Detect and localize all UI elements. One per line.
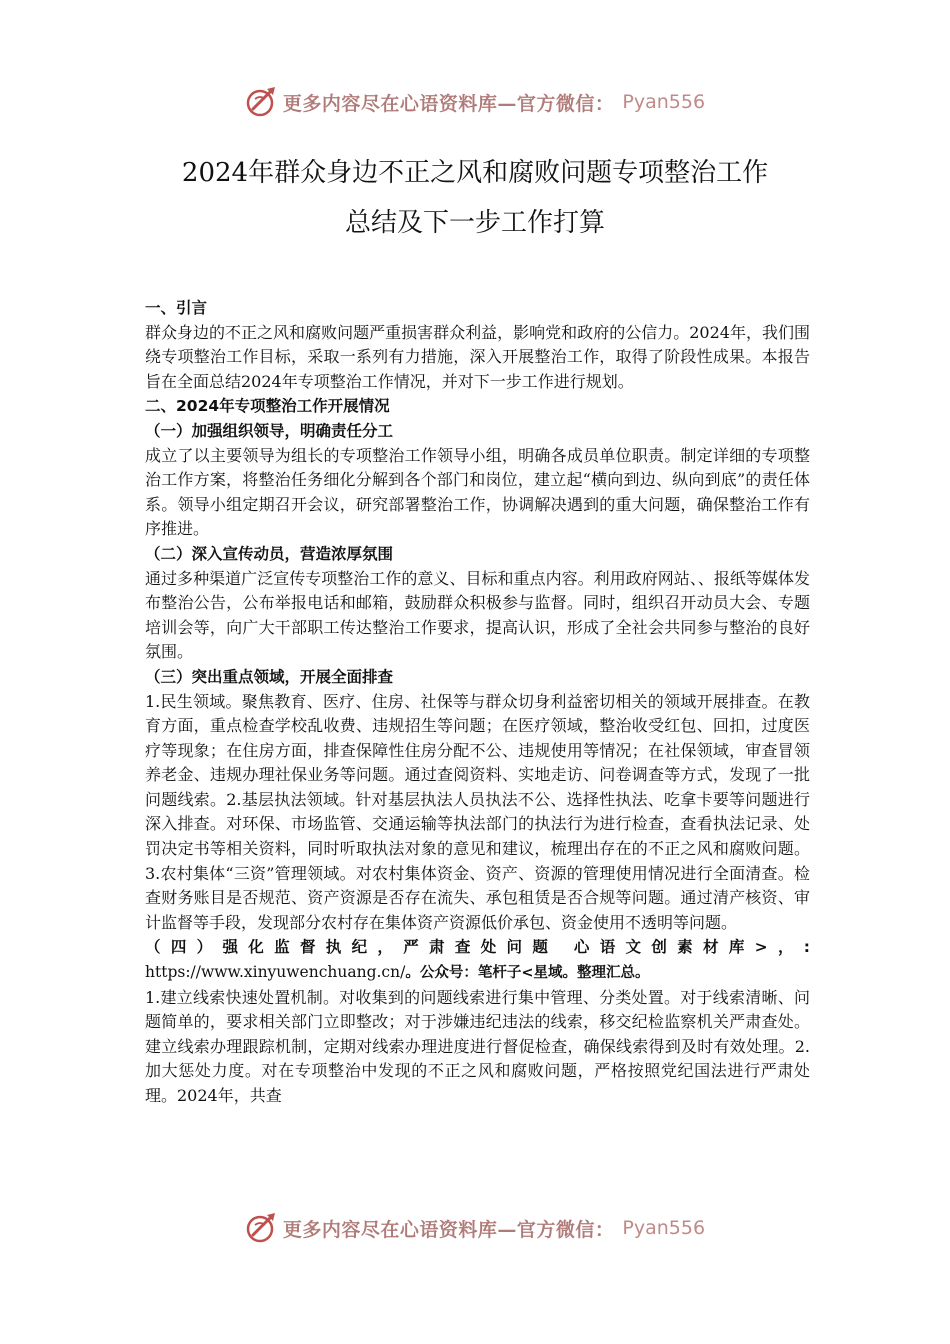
brand-logo-icon: [245, 1211, 279, 1245]
paragraph: 成立了以主要领导为组长的专项整治工作领导小组，明确各成员单位职责。制定详细的专项整治工作方案，将整治任务细化分解到各个部门和岗位，建立起“横向到边、纵向到底”的责任体系。领导小组定期召开会议，研究部署整治工作，协调解决遇到的重大问题，确保整治工作有序推进。: [145, 445, 810, 539]
banner-text: 更多内容尽在心语资料库—官方微信：: [282, 1218, 615, 1241]
document-title-line-2: 总结及下一步工作打算: [344, 208, 605, 238]
website-link[interactable]: https://www.xinyuwenchuang.cn/: [145, 963, 406, 982]
subsection-heading-spaced: （四）强化监督执纪，严肃查处问题 心语文创素材库>，:: [145, 938, 810, 957]
subsection-heading: （二）深入宣传动员，营造浓厚氛围: [145, 544, 394, 563]
header-watermark-banner: [0, 82, 950, 122]
section-heading: 一、引言: [145, 299, 208, 317]
document-title-line-1: 2024年群众身边不正之风和腐败问题专项整治工作: [181, 158, 769, 188]
url-line: [145, 960, 810, 986]
paragraph: 1.建立线索快速处置机制。对收集到的问题线索进行集中管理、分类处置。对于线索清晰、问题简单的，要求相关部门立即整改；对于涉嫌违纪违法的线索，移交纪检监察机关严肃查处。建立线索办理跟踪机制，定期对线索办理进度进行督促检查，确保线索得到及时有效处理。2.加大惩处力度。对在专项整治中发现的不正之风和腐败问题，严格按照党纪国法进行严肃处理。2024年，共查: [145, 987, 810, 1105]
footer-watermark-banner: [0, 1208, 950, 1248]
section-heading: 二、2024年专项整治工作开展情况: [145, 397, 390, 416]
brand-logo-icon: [245, 85, 279, 119]
banner-wechat-id: Pyan556: [622, 1217, 706, 1239]
paragraph: 1.民生领域。聚焦教育、医疗、住房、社保等与群众切身利益密切相关的领域开展排查。在教育方面，重点检查学校乱收费、违规招生等问题；在医疗领域，整治收受红包、回扣，过度医疗等现象；在住房方面，排查保障性住房分配不公、违规使用等情况；在社保领域，审查冒领养老金、违规办理社保业务等问题。通过查阅资料、实地走访、问卷调查等方式，发现了一批问题线索。2.基层执法领域。针对基层执法人员执法不公、选择性执法、吃拿卡要等问题进行深入排查。对环保、市场监管、交通运输等执法部门的执法行为进行检查，查看执法记录、处罚决定书等相关资料，同时听取执法对象的意见和建议，梳理出存在的不正之风和腐败问题。3.农村集体“三资”管理领域。对农村集体资金、资产、资源的管理使用情况进行全面清查。检查财务账目是否规范、资产资源是否存在流失、承包租赁是否合规等问题。通过清产核资、审计监督等手段，发现部分农村存在集体资产资源低价承包、资金使用不透明等问题。: [145, 691, 810, 932]
url-line-rest: 。公众号：笔杆子<星域。整理汇总。: [405, 965, 650, 982]
paragraph: 通过多种渠道广泛宣传专项整治工作的意义、目标和重点内容。利用政府网站、、报纸等媒体发布整治公告，公布举报电话和邮箱，鼓励群众积极参与监督。同时，组织召开动员大会、专题培训会等，向广大干部职工传达整治工作要求，提高认识，形成了全社会共同参与整治的良好氛围。: [145, 568, 810, 662]
banner-wechat-id: Pyan556: [622, 91, 706, 113]
paragraph: 群众身边的不正之风和腐败问题严重损害群众利益，影响党和政府的公信力。2024年，我们围绕专项整治工作目标，采取一系列有力措施，深入开展整治工作，取得了阶段性成果。本报告旨在全面总结2024年专项整治工作情况，并对下一步工作进行规划。: [145, 322, 810, 391]
banner-text: 更多内容尽在心语资料库—官方微信：: [282, 92, 615, 115]
subsection-heading: （一）加强组织领导，明确责任分工: [145, 421, 394, 440]
document-body: [145, 296, 810, 1109]
subsection-heading: （三）突出重点领域，开展全面排查: [145, 667, 394, 686]
